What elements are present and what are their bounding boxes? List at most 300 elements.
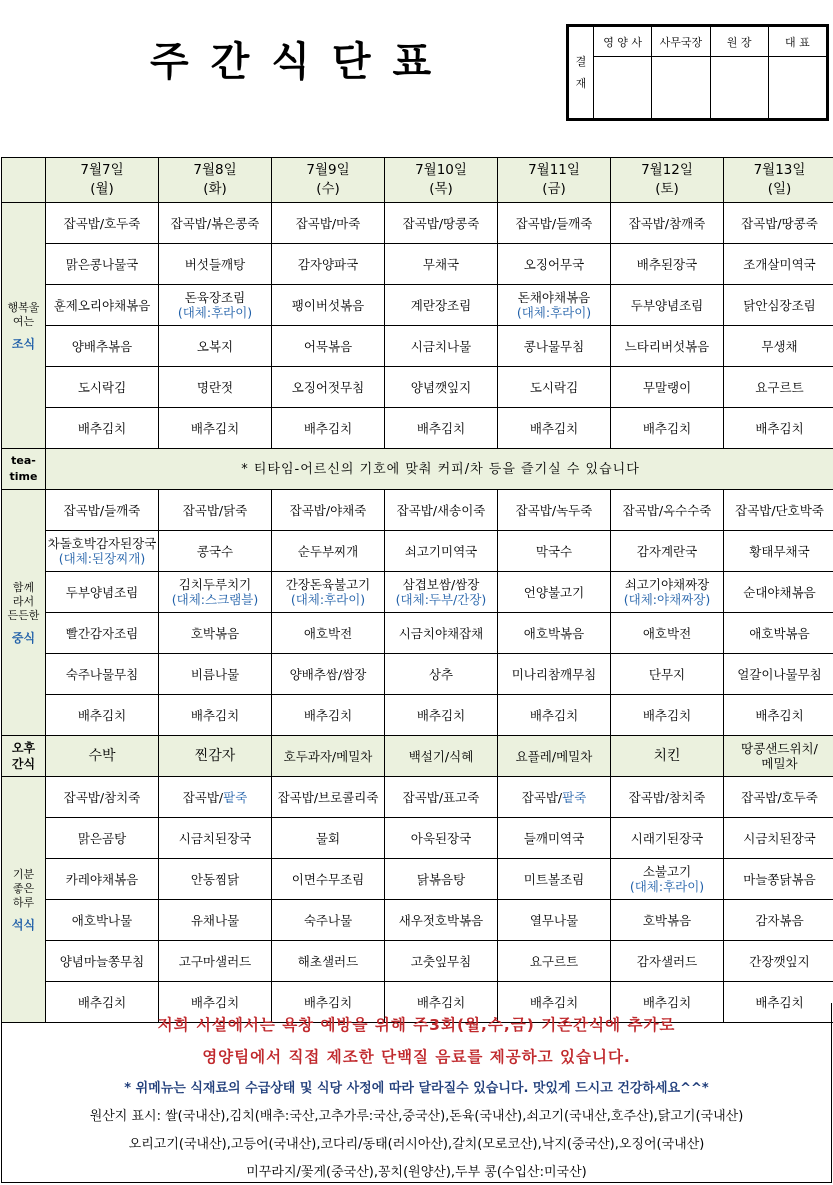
dinner-menu-item (611, 818, 724, 859)
footer-notes (1, 1003, 832, 1183)
dish-name: 무채국 (422, 256, 460, 272)
breakfast-menu-item (724, 285, 833, 326)
day-header (611, 158, 724, 203)
dinner-menu-item (498, 777, 611, 818)
dish-name: 오징어무국 (523, 256, 585, 272)
breakfast-menu-item (385, 367, 498, 408)
lunch-menu-item (724, 654, 833, 695)
dish-name: 요구르트 (755, 379, 804, 395)
dish-name: 쇠고기야채짜장 (624, 577, 710, 592)
dish-name: 느타리버섯볶음 (624, 338, 710, 354)
dish-name: 감자볶음 (755, 912, 804, 928)
dish-name: 호박볶음 (642, 912, 692, 928)
dish-name: 양배추쌈/쌈장 (289, 666, 367, 682)
lunch-menu-item (724, 531, 833, 572)
dish-name: 잡곡밥/참깨죽 (628, 215, 706, 231)
dinner-menu-item (385, 777, 498, 818)
lunch-menu-item (498, 572, 611, 613)
lunch-row (2, 654, 833, 695)
dish-name: 고춧잎무침 (410, 953, 472, 969)
dinner-menu-item (385, 941, 498, 982)
lunch-menu-item (272, 654, 385, 695)
dinner-row (2, 941, 833, 982)
breakfast-menu-item (724, 326, 833, 367)
breakfast-menu-item (724, 408, 833, 449)
breakfast-row (2, 367, 833, 408)
dish-name: 잡곡밥/들깨죽 (515, 215, 593, 231)
dish-name: 차돌호박감자된장국 (47, 536, 157, 551)
day-header (498, 158, 611, 203)
lunch-menu-item (385, 490, 498, 531)
breakfast-menu-item (46, 244, 159, 285)
dish-name: 순두부찌개 (297, 543, 359, 559)
approval-box (566, 24, 829, 121)
dinner-menu-item (611, 859, 724, 900)
dinner-label-title: 석식 (11, 917, 36, 932)
dinner-menu-item (46, 900, 159, 941)
breakfast-menu-item (46, 285, 159, 326)
notice-protein-1: 저희 시설에서는 욕창 예방을 위해 주3회(월,수,금) 기존간식에 추가로 (157, 1016, 676, 1034)
dinner-row (2, 777, 833, 818)
breakfast-menu-item (385, 408, 498, 449)
lunch-row (2, 695, 833, 736)
breakfast-menu-item (611, 408, 724, 449)
dish-name: 삼겹보쌈/쌈장 (402, 577, 480, 592)
lunch-row (2, 572, 833, 613)
breakfast-menu-item (159, 326, 272, 367)
dish-name: 팽이버섯볶음 (291, 297, 365, 313)
dish-name: 애호박볶음 (523, 625, 585, 641)
dish-name: 배추김치 (77, 420, 127, 436)
dish-name: 닭볶음탕 (416, 871, 466, 887)
dinner-menu-item (272, 818, 385, 859)
dinner-label-caption: 기분 좋은 하루 (12, 867, 35, 909)
snack-item: 요플레/메밀차 (498, 736, 611, 777)
dish-name: 열무나물 (529, 912, 579, 928)
lunch-menu-item (272, 572, 385, 613)
dinner-menu-item (46, 777, 159, 818)
breakfast-menu-item (385, 203, 498, 244)
dish-name: 돈육장조림 (184, 290, 246, 305)
dish-name: 양배추볶음 (71, 338, 133, 354)
breakfast-menu-item (385, 285, 498, 326)
teatime-label: tea- time (2, 449, 46, 490)
dish-name: 잡곡밥/들깨죽 (63, 502, 141, 518)
lunch-menu-item (611, 572, 724, 613)
lunch-label (2, 490, 46, 736)
dish-name: 잡곡밥/참치죽 (63, 789, 141, 805)
breakfast-row (2, 285, 833, 326)
dish-name: 애호박전 (303, 625, 353, 641)
dish-name: 도시락김 (77, 379, 127, 395)
breakfast-menu-item (498, 244, 611, 285)
dish-name: 잡곡밥/참치죽 (628, 789, 706, 805)
lunch-menu-item (46, 695, 159, 736)
dinner-menu-item (498, 859, 611, 900)
dish-name: 잡곡밥/호두죽 (741, 789, 818, 805)
breakfast-label-caption: 행복울 여는 (7, 300, 40, 328)
substitute-dish: (대체:후라이) (516, 305, 592, 320)
lunch-menu-item (385, 654, 498, 695)
lunch-menu-item (611, 613, 724, 654)
breakfast-menu-item (611, 285, 724, 326)
lunch-menu-item (498, 531, 611, 572)
lunch-label-title: 중식 (11, 630, 36, 645)
origin-line-3: 미꾸라지/꽃게(중국산),꽁치(원양산),두부 콩(수입산:미국산) (246, 1165, 587, 1180)
dinner-menu-item (159, 777, 272, 818)
lunch-menu-item (159, 613, 272, 654)
day-date: 7월10일 (415, 162, 467, 178)
lunch-menu-item (46, 654, 159, 695)
dish-name: 배추된장국 (636, 256, 698, 272)
dinner-menu-item (46, 941, 159, 982)
day-header (46, 158, 159, 203)
snack-item: 치킨 (611, 736, 724, 777)
breakfast-label (2, 203, 46, 449)
day-header (159, 158, 272, 203)
dinner-menu-item (159, 900, 272, 941)
dish-name: 애호박전 (642, 625, 692, 641)
dish-name: 훈제오리야채볶음 (53, 297, 151, 313)
dish-name: 들깨미역국 (523, 830, 585, 846)
dish-name: 호박볶음 (190, 625, 240, 641)
dinner-menu-item (611, 777, 724, 818)
dinner-menu-item (159, 859, 272, 900)
breakfast-menu-item (272, 203, 385, 244)
breakfast-menu-item (159, 285, 272, 326)
dish-name: 잡곡밥/닭죽 (182, 502, 248, 518)
date-header-row (2, 158, 833, 203)
lunch-menu-item (159, 695, 272, 736)
dinner-menu-item (385, 859, 498, 900)
breakfast-menu-item (498, 203, 611, 244)
dish-name: 배추김치 (642, 707, 692, 723)
breakfast-row (2, 408, 833, 449)
notice-disclaimer: * 위메뉴는 식재료의 수급상태 및 식당 사정에 따라 달라질수 있습니다. 맛있게 드시고 건강하세요^^* (124, 1081, 709, 1096)
dinner-menu-item (724, 941, 833, 982)
dish-name: 도시락김 (529, 379, 579, 395)
substitute-dish: (대체:후라이) (629, 879, 705, 894)
day-header (724, 158, 833, 203)
teatime-row (2, 449, 833, 490)
dish-name: 두부양념조림 (65, 584, 139, 600)
dish-name: 소불고기 (642, 864, 692, 879)
dish-name: 배추김치 (755, 707, 804, 723)
lunch-menu-item (724, 695, 833, 736)
breakfast-menu-item (46, 203, 159, 244)
dish-name: 얼갈이나물무침 (737, 666, 822, 682)
dish-name: 양념마늘쫑무침 (59, 953, 145, 969)
day-weekday: (화) (203, 181, 227, 197)
lunch-row (2, 613, 833, 654)
breakfast-row (2, 244, 833, 285)
dish-name: 배추김치 (416, 420, 466, 436)
dish-name: 잡곡밥/표고죽 (402, 789, 480, 805)
dinner-menu-item (46, 818, 159, 859)
dinner-row (2, 900, 833, 941)
breakfast-menu-item (498, 408, 611, 449)
dish-name: 배추김치 (642, 994, 692, 1010)
approval-role: 대 표 (768, 27, 826, 57)
lunch-menu-item (498, 613, 611, 654)
dish-name: 오복지 (196, 338, 234, 354)
dish-name: 마늘쫑닭볶음 (743, 871, 816, 887)
snack-item: 수박 (46, 736, 159, 777)
lunch-menu-item (498, 695, 611, 736)
substitute-dish: (대체:된장찌개) (58, 551, 146, 566)
dish-name: 황태무채국 (749, 543, 810, 559)
day-date: 7월11일 (528, 162, 580, 178)
dish-name: 물회 (315, 830, 341, 846)
dish-name: 잡곡밥/새송이죽 (396, 502, 486, 518)
breakfast-menu-item (611, 244, 724, 285)
breakfast-menu-item (498, 285, 611, 326)
dish-name: 배추김치 (529, 420, 579, 436)
dish-name-highlight: 팥죽 (223, 789, 248, 805)
dinner-menu-item (159, 818, 272, 859)
approval-signature-slot (710, 57, 768, 119)
breakfast-menu-item (611, 367, 724, 408)
breakfast-menu-item (159, 244, 272, 285)
breakfast-menu-item (159, 408, 272, 449)
lunch-menu-item (385, 695, 498, 736)
dish-name: 잡곡밥/땅콩죽 (402, 215, 480, 231)
dish-name: 감자계란국 (636, 543, 698, 559)
dish-name: 미트볼조림 (523, 871, 585, 887)
dinner-menu-item (724, 818, 833, 859)
dish-name: 배추김치 (303, 420, 353, 436)
approval-role: 영 양 사 (594, 27, 652, 57)
lunch-menu-item (272, 490, 385, 531)
lunch-menu-item (724, 490, 833, 531)
dish-name: 오징어젓무침 (291, 379, 365, 395)
dish-name: 배추김치 (416, 994, 466, 1010)
day-weekday: (월) (90, 181, 114, 197)
breakfast-menu-item (272, 408, 385, 449)
dish-name: 상추 (428, 666, 454, 682)
dish-name: 무생채 (761, 338, 798, 354)
dinner-menu-item (272, 859, 385, 900)
dish-name: 배추김치 (190, 707, 240, 723)
dish-name: 감자샐러드 (636, 953, 698, 969)
dish-name: 맑은곰탕 (77, 830, 127, 846)
lunch-row (2, 490, 833, 531)
breakfast-menu-item (46, 326, 159, 367)
dinner-menu-item (724, 900, 833, 941)
snack-item: 땅콩샌드위치/ 메밀차 (724, 736, 833, 777)
dinner-menu-item (498, 818, 611, 859)
day-date: 7월7일 (80, 162, 124, 178)
lunch-menu-item (46, 531, 159, 572)
lunch-menu-item (724, 613, 833, 654)
day-weekday: (토) (655, 181, 679, 197)
dish-name-highlight: 팥죽 (562, 789, 587, 805)
dish-name: 해초샐러드 (297, 953, 359, 969)
snack-label: 오후 간식 (2, 736, 46, 777)
substitute-dish: (대체:두부/간장) (395, 592, 487, 607)
breakfast-menu-item (159, 367, 272, 408)
dinner-menu-item (724, 777, 833, 818)
dish-name: 두부양념조림 (630, 297, 704, 313)
lunch-label-caption: 함께 라서 든든한 (7, 580, 40, 622)
dish-name: 계란장조림 (410, 297, 472, 313)
dish-name: 잡곡밥/땅콩죽 (741, 215, 818, 231)
dish-name: 고구마샐러드 (178, 953, 252, 969)
day-header (272, 158, 385, 203)
breakfast-menu-item (272, 326, 385, 367)
dinner-label (2, 777, 46, 1023)
dish-name: 잡곡밥/ (521, 789, 563, 805)
snack-item: 호두과자/메밀차 (272, 736, 385, 777)
dinner-menu-item (46, 859, 159, 900)
dish-name: 닭안심장조림 (743, 297, 816, 313)
lunch-menu-item (159, 531, 272, 572)
dish-name: 잡곡밥/옥수수죽 (622, 502, 712, 518)
dish-name: 배추김치 (529, 707, 579, 723)
lunch-menu-item (385, 613, 498, 654)
dish-name: 배추김치 (303, 707, 353, 723)
dish-name: 간장돈육불고기 (285, 577, 371, 592)
lunch-menu-item (46, 572, 159, 613)
dish-name: 양념깻잎지 (410, 379, 472, 395)
breakfast-menu-item (498, 326, 611, 367)
breakfast-menu-item (724, 244, 833, 285)
teatime-text: * 티타임-어르신의 기호에 맞춰 커피/차 등을 즐기실 수 있습니다 (46, 449, 833, 490)
dish-name: 조개살미역국 (743, 256, 816, 272)
dish-name: 숙주나물무침 (65, 666, 139, 682)
dish-name: 막국수 (535, 543, 573, 559)
dish-name: 명란젓 (196, 379, 234, 395)
snack-item: 백설기/식혜 (385, 736, 498, 777)
dish-name: 배추김치 (303, 994, 353, 1010)
page-title: 주간식단표 (150, 39, 454, 85)
dish-name: 배추김치 (529, 994, 579, 1010)
day-header (385, 158, 498, 203)
lunch-menu-item (724, 572, 833, 613)
dish-name: 시래기된장국 (630, 830, 704, 846)
dish-name: 콩국수 (196, 543, 234, 559)
origin-line-2: 오리고기(국내산),고등어(국내산),코다리/동태(러시아산),갈치(모로코산),낙지(중국산),오징어(국내산) (128, 1137, 705, 1152)
approval-role: 사무국장 (652, 27, 710, 57)
day-date: 7월9일 (306, 162, 350, 178)
dinner-menu-item (498, 900, 611, 941)
corner-cell (2, 158, 46, 203)
lunch-menu-item (159, 490, 272, 531)
snack-row (2, 736, 833, 777)
lunch-menu-item (498, 654, 611, 695)
dish-name: 맑은콩나물국 (65, 256, 139, 272)
day-date: 7월13일 (753, 162, 806, 178)
origin-line-1: 원산지 표시: 쌀(국내산),김치(배추:국산,고추가루:국산,중국산),돈육(국내산),쇠고기(국내산,호주산),닭고기(국내산) (89, 1109, 744, 1124)
lunch-menu-item (611, 654, 724, 695)
lunch-menu-item (46, 490, 159, 531)
dish-name: 배추김치 (755, 994, 804, 1010)
approval-signature-slot (652, 57, 710, 119)
breakfast-menu-item (724, 203, 833, 244)
dish-name: 비름나물 (190, 666, 240, 682)
substitute-dish: (대체:후라이) (290, 592, 366, 607)
lunch-menu-item (498, 490, 611, 531)
day-weekday: (금) (542, 181, 566, 197)
approval-signature-slot (594, 57, 652, 119)
dinner-row (2, 859, 833, 900)
breakfast-menu-item (46, 367, 159, 408)
dish-name: 버섯들깨탕 (184, 256, 246, 272)
breakfast-menu-item (46, 408, 159, 449)
dish-name: 숙주나물 (303, 912, 353, 928)
dinner-menu-item (159, 941, 272, 982)
dish-name: 배추김치 (77, 994, 127, 1010)
dish-name: 시금치된장국 (743, 830, 816, 846)
dish-name: 콩나물무침 (523, 338, 585, 354)
dish-name: 아욱된장국 (410, 830, 472, 846)
breakfast-menu-item (611, 326, 724, 367)
substitute-dish: (대체:야채짜장) (623, 592, 711, 607)
dinner-menu-item (611, 900, 724, 941)
lunch-menu-item (611, 531, 724, 572)
dish-name: 돈채야채볶음 (517, 290, 591, 305)
dish-name: 애호박나물 (71, 912, 133, 928)
dinner-row (2, 818, 833, 859)
dish-name: 애호박볶음 (749, 625, 810, 641)
lunch-menu-item (272, 531, 385, 572)
day-date: 7월12일 (641, 162, 693, 178)
lunch-row (2, 531, 833, 572)
breakfast-label-title: 조식 (11, 336, 36, 351)
dish-name: 무말랭이 (642, 379, 692, 395)
dish-name: 배추김치 (190, 420, 240, 436)
dish-name: 감자양파국 (297, 256, 359, 272)
dish-name: 단무지 (648, 666, 686, 682)
dish-name: 순대야채볶음 (743, 584, 816, 600)
breakfast-menu-item (385, 326, 498, 367)
day-weekday: (수) (316, 181, 340, 197)
lunch-menu-item (159, 572, 272, 613)
breakfast-menu-item (159, 203, 272, 244)
dish-name: 잡곡밥/녹두죽 (515, 502, 593, 518)
dish-name: 배추김치 (642, 420, 692, 436)
lunch-menu-item (159, 654, 272, 695)
snack-item: 찐감자 (159, 736, 272, 777)
dish-name: 유채나물 (190, 912, 240, 928)
dinner-menu-item (272, 900, 385, 941)
breakfast-menu-item (272, 367, 385, 408)
day-weekday: (목) (429, 181, 453, 197)
dinner-menu-item (272, 941, 385, 982)
dinner-menu-item (611, 941, 724, 982)
dish-name: 잡곡밥/브로콜리죽 (277, 789, 379, 805)
dish-name: 어묵볶음 (303, 338, 353, 354)
day-date: 7월8일 (193, 162, 237, 178)
dish-name: 간장깻잎지 (749, 953, 810, 969)
dish-name: 배추김치 (77, 707, 127, 723)
dish-name: 잡곡밥/마죽 (295, 215, 361, 231)
dinner-menu-item (385, 900, 498, 941)
dish-name: 이면수무조림 (291, 871, 365, 887)
breakfast-menu-item (272, 285, 385, 326)
dish-name: 언양불고기 (523, 584, 585, 600)
dish-name: 카레야채볶음 (65, 871, 139, 887)
breakfast-menu-item (611, 203, 724, 244)
dish-name: 시금치나물 (410, 338, 472, 354)
notice-protein-2: 영양팀에서 직접 제조한 단백질 음료를 제공하고 있습니다. (202, 1048, 631, 1066)
dish-name: 배추김치 (190, 994, 240, 1010)
dinner-menu-item (272, 777, 385, 818)
dish-name: 빨간감자조림 (65, 625, 139, 641)
dish-name: 잡곡밥/볶은콩죽 (170, 215, 260, 231)
dish-name: 잡곡밥/호두죽 (63, 215, 141, 231)
dish-name: 안동찜닭 (190, 871, 240, 887)
